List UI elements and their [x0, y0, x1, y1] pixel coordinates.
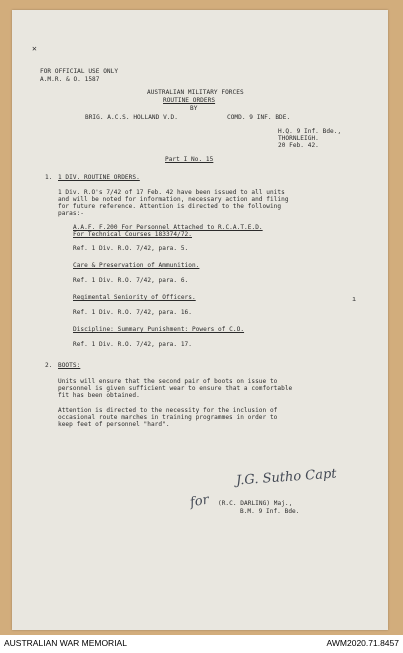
- command: COMD. 9 INF. BDE.: [227, 114, 291, 121]
- punch-hole-mark: ✕: [32, 44, 37, 53]
- classification: FOR OFFICIAL USE ONLY: [40, 68, 119, 75]
- section-1-line: for future reference. Attention is directed to the following: [58, 203, 282, 210]
- document-page: [12, 10, 388, 630]
- section-2-heading: BOOTS:: [58, 362, 81, 369]
- signatory-name: (R.C. DARLING) Maj.,: [218, 500, 293, 507]
- part-number: Part I No. 15: [165, 156, 214, 163]
- item-2-ref: Ref. 1 Div. R.O. 7/42, para. 6.: [73, 277, 189, 284]
- section-2-line: fit has been obtained.: [58, 392, 140, 399]
- by-line: BY: [190, 105, 198, 112]
- section-2-line: Attention is directed to the necessity for the inclusion of: [58, 407, 278, 414]
- commander: BRIG. A.C.S. HOLLAND V.D.: [85, 114, 178, 121]
- footer-institution: AUSTRALIAN WAR MEMORIAL: [4, 638, 127, 648]
- reference-number: A.M.R. & O. 1587: [40, 76, 100, 83]
- item-2-title: Care & Preservation of Ammunition.: [73, 262, 200, 269]
- section-2-line: Units will ensure that the second pair of boots on issue to: [58, 378, 278, 385]
- hq-line: H.Q. 9 Inf. Bde.,: [278, 128, 342, 135]
- section-1-line: 1 Div. R.O's 7/42 of 17 Feb. 42 have been issued to all units: [58, 189, 285, 196]
- item-1-title: A.A.F. F.200 For Personnel Attached to R.C.A.T.E.D.: [73, 224, 263, 231]
- section-1-number: 1.: [45, 174, 53, 181]
- handwritten-for: for: [188, 492, 211, 511]
- section-2-line: keep feet of personnel "hard".: [58, 421, 170, 428]
- section-1-line: paras:-: [58, 210, 85, 217]
- item-1-title-cont: For Technical Courses 183374/72.: [73, 231, 192, 238]
- item-3-title: Regimental Seniority of Officers.: [73, 294, 196, 301]
- section-2-line: occasional route marches in training programmes in order to: [58, 414, 278, 421]
- section-2-line: personnel is given sufficient wear to ensure that a comfortable: [58, 385, 293, 392]
- footer-accession-number: AWM2020.71.8457: [326, 638, 399, 648]
- place: THORNLEIGH.: [278, 135, 319, 142]
- item-1-ref: Ref. 1 Div. R.O. 7/42, para. 5.: [73, 245, 189, 252]
- section-2-number: 2.: [45, 362, 53, 369]
- document-title: ROUTINE ORDERS: [163, 97, 216, 104]
- item-4-ref: Ref. 1 Div. R.O. 7/42, para. 17.: [73, 341, 192, 348]
- signatory-role: B.M. 9 Inf. Bde.: [240, 508, 300, 515]
- section-1-heading: 1 DIV. ROUTINE ORDERS.: [58, 174, 140, 181]
- handwritten-signature: J.G. Sutho Capt: [235, 466, 338, 489]
- pencil-mark: ı: [352, 295, 357, 303]
- organisation: AUSTRALIAN MILITARY FORCES: [147, 89, 244, 96]
- date: 20 Feb. 42.: [278, 142, 319, 149]
- item-3-ref: Ref. 1 Div. R.O. 7/42, para. 16.: [73, 309, 192, 316]
- item-4-title: Discipline: Summary Punishment: Powers of C.O.: [73, 326, 245, 333]
- section-1-line: and will be noted for information, necessary action and filing: [58, 196, 289, 203]
